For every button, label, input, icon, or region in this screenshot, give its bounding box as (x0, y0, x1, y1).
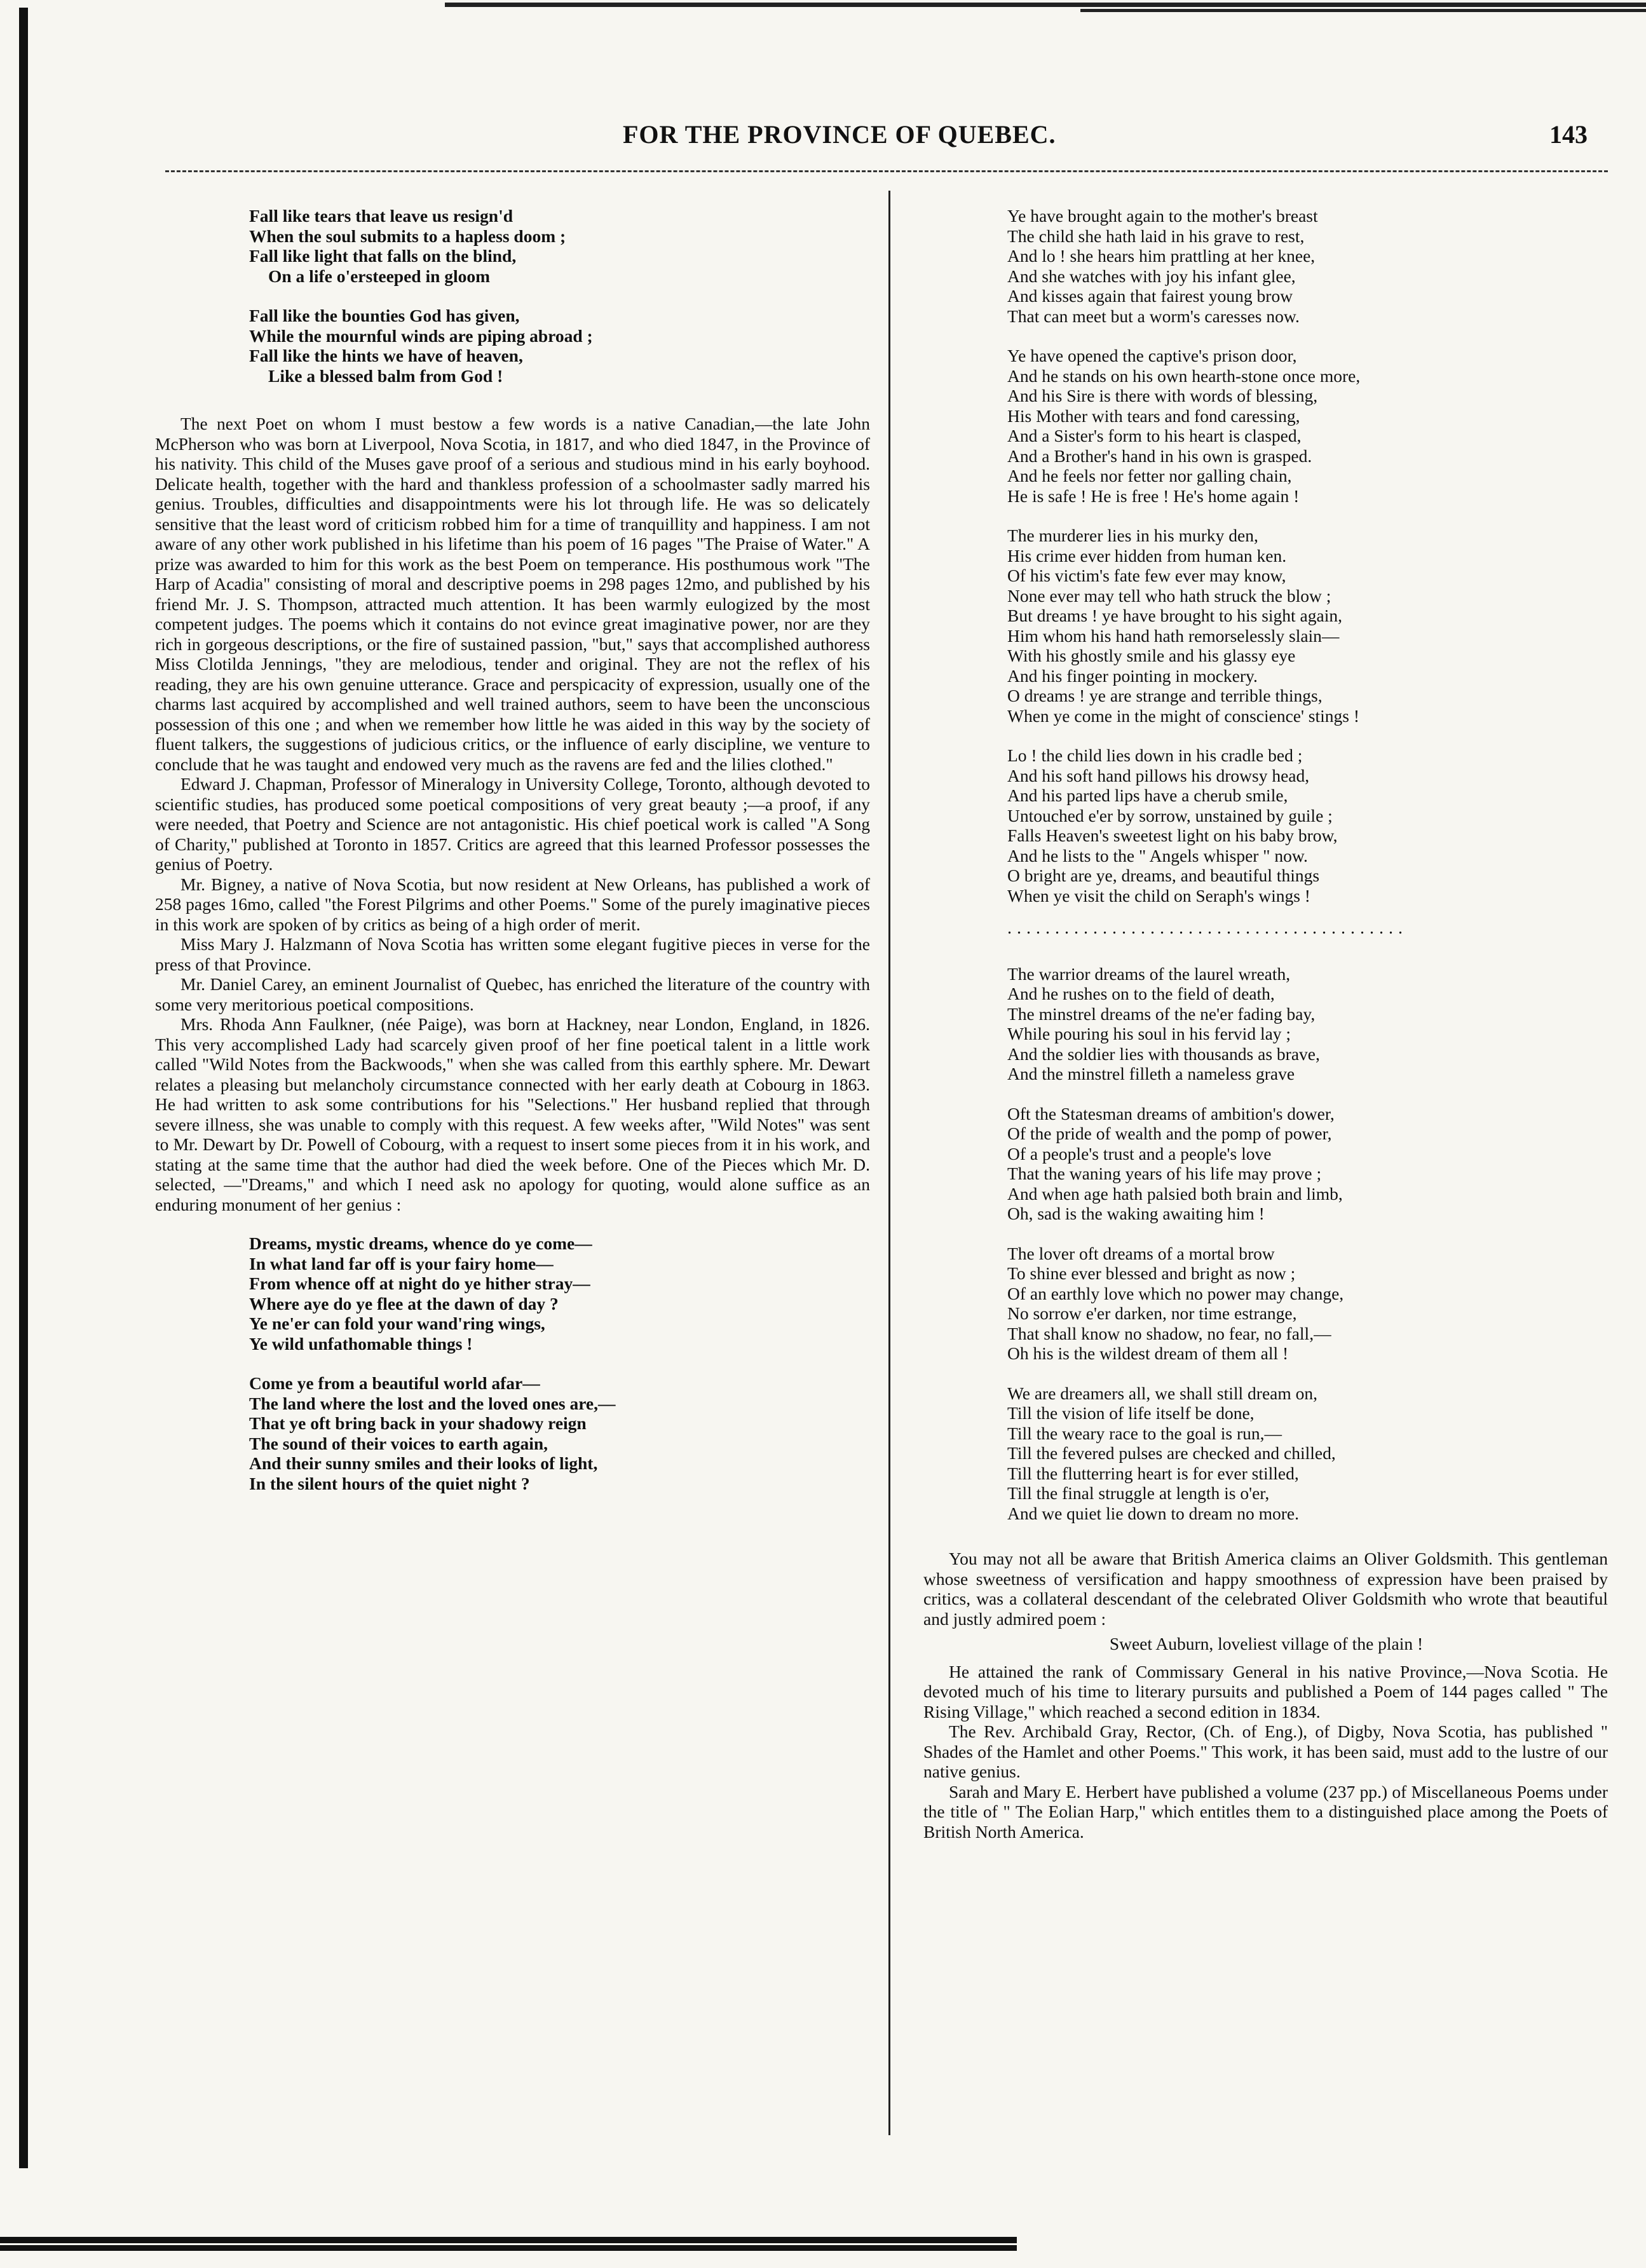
stanza (1007, 745, 1608, 906)
poem-dreams-part-3 (1007, 964, 1608, 1524)
poem-fall-like-tears (249, 206, 870, 386)
verse-line: When ye come in the might of conscience' stings ! (1007, 705, 1360, 726)
verse-line: The minstrel dreams of the ne'er fading bay, (1007, 1003, 1316, 1024)
verse-line: The land where the lost and the loved ones are,— (249, 1393, 616, 1413)
verse-line: The warrior dreams of the laurel wreath, (1007, 963, 1291, 984)
verse-line: Till the weary race to the goal is run,— (1007, 1423, 1282, 1443)
verse-line: Of his victim's fate few ever may know, (1007, 566, 1286, 585)
verse-line: And their sunny smiles and their looks of light, (249, 1453, 598, 1473)
verse-line: While the mournful winds are piping abroad ; (249, 325, 593, 346)
verse-line: And a Sister's form to his heart is clasped, (1007, 426, 1302, 445)
verse-line: Fall like tears that leave us resign'd (249, 206, 514, 226)
stanza (1007, 346, 1608, 506)
verse-line: And lo ! she hears him prattling at her knee, (1007, 246, 1316, 266)
verse-line: And his finger pointing in mockery. (1007, 665, 1258, 686)
verse-line: Falls Heaven's sweetest light on his baby brow, (1007, 825, 1338, 845)
verse-line: His crime ever hidden from human ken. (1007, 545, 1287, 566)
verse-line: And kisses again that fairest young brow (1007, 286, 1293, 306)
quoted-line: Sweet Auburn, loveliest village of the plain ! (1109, 1634, 1424, 1653)
verse-line: Oft the Statesman dreams of ambition's dower, (1007, 1103, 1335, 1124)
paragraph-gray: The Rev. Archibald Gray, Rector, (Ch. of Eng.), of Digby, Nova Scotia, has published " Shades of the Hamlet and other Poems." This work, it has been said, must add to the lustre of our native genius. (923, 1721, 1608, 1781)
left-column (155, 206, 870, 1493)
poem-dreams-part-1 (249, 1233, 870, 1493)
verse-line: And she watches with joy his infant glee, (1007, 266, 1296, 286)
verse-line: The lover oft dreams of a mortal brow (1007, 1243, 1275, 1263)
stanza (249, 1373, 870, 1493)
verse-line: Till the vision of life itself be done, (1007, 1403, 1255, 1423)
header-rule (165, 170, 1608, 173)
verse-line: From whence off at night do ye hither stray— (249, 1273, 590, 1293)
stanza (249, 306, 870, 386)
verse-line: And his parted lips have a cherub smile, (1007, 785, 1288, 805)
verse-line: Ye wild unfathomable things ! (249, 1333, 473, 1354)
paragraph-carey: Mr. Daniel Carey, an eminent Journalist of Quebec, has enriched the literature of the country with some very meritorious poetical compositions. (155, 974, 870, 1014)
stanza (1007, 964, 1608, 1084)
page-number: 143 (1549, 120, 1588, 149)
verse-line: Till the flutterring heart is for ever stilled, (1007, 1463, 1299, 1483)
verse-line: He is safe ! He is free ! He's home again ! (1007, 486, 1300, 506)
verse-line: We are dreamers all, we shall still dream on, (1007, 1383, 1318, 1403)
verse-line: The sound of their voices to earth again, (249, 1433, 548, 1453)
paragraph-chapman: Edward J. Chapman, Professor of Mineralogy in University College, Toronto, although devoted to scientific studies, has produced some poetical compositions of very great beauty ;—a proof, if any were needed, that Poetry and Science are not antagonistic. His chief poetical work is called "A Song of Charity," published at Toronto in 1857. Critics are agreed that this learned Professor possesses the genius of Poetry. (155, 774, 870, 874)
verse-line: Come ye from a beautiful world afar— (249, 1373, 540, 1393)
verse-line: Of the pride of wealth and the pomp of power, (1007, 1124, 1332, 1143)
stanza (249, 206, 870, 286)
verse-line: And the soldier lies with thousands as brave, (1007, 1043, 1320, 1064)
verse-line: To shine ever blessed and bright as now ; (1007, 1263, 1296, 1283)
verse-line: And his soft hand pillows his drowsy head, (1007, 765, 1310, 785)
verse-line: And he lists to the " Angels whisper " now. (1007, 845, 1308, 866)
verse-line: Fall like the hints we have of heaven, (249, 346, 523, 365)
verse-line: And he rushes on to the field of death, (1007, 984, 1275, 1003)
verse-line: O dreams ! ye are strange and terrible things, (1007, 686, 1323, 705)
verse-line: And he feels nor fetter nor galling chain, (1007, 466, 1292, 486)
verse-line: And a Brother's hand in his own is grasped. (1007, 445, 1312, 466)
paragraph-commissary: He attained the rank of Commissary General in his native Province,—Nova Scotia. He devoted much of his time to literary pursuits and published a Poem of 144 pages called " The Rising Village," which reached a second edition in 1834. (923, 1661, 1608, 1721)
page-top-edge (445, 3, 1646, 7)
verse-line: In the silent hours of the quiet night ? (249, 1473, 530, 1493)
stanza (249, 1233, 870, 1354)
verse-line: Lo ! the child lies down in his cradle bed ; (1007, 745, 1303, 765)
verse-line: Till the fevered pulses are checked and chilled, (1007, 1443, 1336, 1463)
verse-line: That shall know no shadow, no fear, no fall,— (1007, 1323, 1331, 1343)
verse-line: And the minstrel filleth a nameless grave (1007, 1064, 1295, 1083)
paragraph-goldsmith: You may not all be aware that British America claims an Oliver Goldsmith. This gentleman whose sweetness of versification and happy smoothness of expression have been praised by critics, was a collateral descendant of the celebrated Oliver Goldsmith who wrote that beautiful and justly admired poem : (923, 1549, 1608, 1629)
verse-line: Where aye do ye flee at the dawn of day ? (249, 1293, 559, 1314)
verse-line: Oh his is the wildest dream of them all ! (1007, 1343, 1289, 1363)
verse-line: His Mother with tears and fond caressing, (1007, 405, 1300, 426)
verse-line: When ye visit the child on Seraph's wings ! (1007, 885, 1310, 906)
verse-line: Ye have opened the captive's prison door, (1007, 346, 1297, 365)
verse-line: O bright are ye, dreams, and beautiful things (1007, 866, 1320, 885)
paragraph-mcpherson: The next Poet on whom I must bestow a few words is a native Canadian,—the late John McPherson who was born at Liverpool, Nova Scotia, in 1817, and who died 1847, in the Province of his nativity. This child of the Muses gave proof of a serious and studious mind in his early boyhood. Delicate health, together with the hard and thankless profession of a schoolmaster sadly marred his genius. Troubles, difficulties and disappointments were his lot through life. He was so delicately sensitive that the least word of criticism robbed him for a time of tranquillity and happiness. I am not aware of any other work published in his lifetime than his poem of 16 pages "The Praise of Water." A prize was awarded to him for this work as the best Poem on temperance. His posthumous work "The Harp of Acadia" consisting of moral and descriptive poems in 298 pages 12mo, and published by his friend Mr. J. S. Thompson, attracted much attention. It has been warmly eulogized by the most competent judges. The poems which it contains do not evince great imaginative power, nor are they rich in gorgeous descriptions, or the fire of sustained passion, "but," says that accomplished authoress Miss Clotilda Jennings, "they are melodious, tender and original. They are not the reflex of his reading, they are his own genuine utterance. Grace and perspicacity of expression, usually one of the charms last acquired by accomplished and well trained authors, seem to have been the unconscious possession of this one ; and when we remember how little he was aided in this way by the society of fluent talkers, the suggestions of judicious critics, or the influence of early discipline, we venture to conclude that he was taught and endowed very much as the ravens are fed and the lilies clothed." (155, 414, 870, 774)
verse-line: With his ghostly smile and his glassy eye (1007, 646, 1296, 665)
verse-line: When the soul submits to a hapless doom ; (249, 226, 566, 246)
poem-dreams-part-2 (1007, 206, 1608, 906)
stanza (1007, 206, 1608, 326)
verse-line: The child she hath laid in his grave to rest, (1007, 226, 1305, 246)
verse-line: And when age hath palsied both brain and limb, (1007, 1183, 1343, 1204)
verse-line: Fall like the bounties God has given, (249, 306, 520, 325)
verse-line: That can meet but a worm's caresses now. (1007, 306, 1300, 326)
paragraph-herbert: Sarah and Mary E. Herbert have published a volume (237 pp.) of Miscellaneous Poems under the title of " The Eolian Harp," which entitles them to a distinguished place among the Poets of British North America. (923, 1781, 1608, 1842)
verse-line: That the waning years of his life may prove ; (1007, 1164, 1322, 1183)
stanza (1007, 1383, 1608, 1524)
verse-line: And we quiet lie down to dream no more. (1007, 1503, 1299, 1523)
verse-line: Like a blessed balm from God ! (268, 365, 503, 386)
paragraph-faulkner: Mrs. Rhoda Ann Faulkner, (née Paige), was born at Hackney, near London, England, in 1826. This very accomplished Lady had scarcely given proof of her fine poetical talent in a little work called "Wild Notes from the Backwoods," when she was called from this earthly sphere. Mr. Dewart relates a pleasing but melancholy circumstance connected with her early death at Cobourg in 1863. He had written to ask some contributions for his "Selections." Her husband replied that through severe illness, she was unable to comply with this request. A few weeks after, "Wild Notes" was sent to Mr. Dewart by Dr. Powell of Cobourg, with a request to insert some pieces from it in his work, and stating at the same time that the author had died the week before. One of the Pieces which Mr. D. selected, —"Dreams," and which I need ask no apology for quoting, would alone suffice as an enduring monument of her genius : (155, 1014, 870, 1214)
verse-line: Oh, sad is the waking awaiting him ! (1007, 1204, 1265, 1223)
verse-line: And he stands on his own hearth-stone once more, (1007, 365, 1361, 386)
verse-line: And his Sire is there with words of blessing, (1007, 386, 1318, 405)
verse-line: Ye ne'er can fold your wand'ring wings, (249, 1314, 545, 1333)
verse-line: That ye oft bring back in your shadowy reign (249, 1413, 587, 1433)
paragraph-halzmann: Miss Mary J. Halzmann of Nova Scotia has written some elegant fugitive pieces in verse for the press of that Province. (155, 934, 870, 974)
verse-line: While pouring his soul in his fervid lay ; (1007, 1024, 1291, 1043)
verse-line: Till the final struggle at length is o'er, (1007, 1483, 1270, 1503)
verse-line: In what land far off is your fairy home— (249, 1253, 554, 1273)
verse-line: Him whom his hand hath remorselessly slain— (1007, 625, 1340, 646)
verse-line: Ye have brought again to the mother's breast (1007, 206, 1318, 226)
verse-line: But dreams ! ye have brought to his sight again, (1007, 606, 1342, 625)
verse-line: On a life o'ersteeped in gloom (268, 266, 491, 286)
verse-line: No sorrow e'er darken, nor time estrange, (1007, 1303, 1297, 1323)
verse-line: Fall like light that falls on the blind, (249, 246, 517, 266)
stanza (1007, 526, 1608, 726)
verse-line: None ever may tell who hath struck the blow ; (1007, 585, 1331, 606)
paragraph-bigney: Mr. Bigney, a native of Nova Scotia, but now resident at New Orleans, has published a work of 258 pages 16mo, called "the Forest Pilgrims and other Poems." Some of the purely imaginative pieces in this work are spoken of by critics as being of a high order of merit. (155, 874, 870, 934)
verse-line: Of a people's trust and a people's love (1007, 1143, 1272, 1164)
verse-line: Untouched e'er by sorrow, unstained by guile ; (1007, 805, 1333, 825)
verse-line: Dreams, mystic dreams, whence do ye come— (249, 1233, 592, 1253)
column-divider (888, 191, 890, 2135)
stanza (1007, 1244, 1608, 1364)
running-head: FOR THE PROVINCE OF QUEBEC. (623, 120, 1056, 149)
verse-line: Of an earthly love which no power may change, (1007, 1283, 1344, 1303)
page-edge (19, 8, 28, 2168)
right-column (925, 206, 1608, 1842)
verse-line: The murderer lies in his murky den, (1007, 526, 1258, 545)
stanza (1007, 1104, 1608, 1224)
bottom-rule (0, 2237, 1017, 2251)
page-top-edge-2 (1080, 9, 1646, 12)
ellipsis-separator: .......................................... (1007, 918, 1408, 938)
